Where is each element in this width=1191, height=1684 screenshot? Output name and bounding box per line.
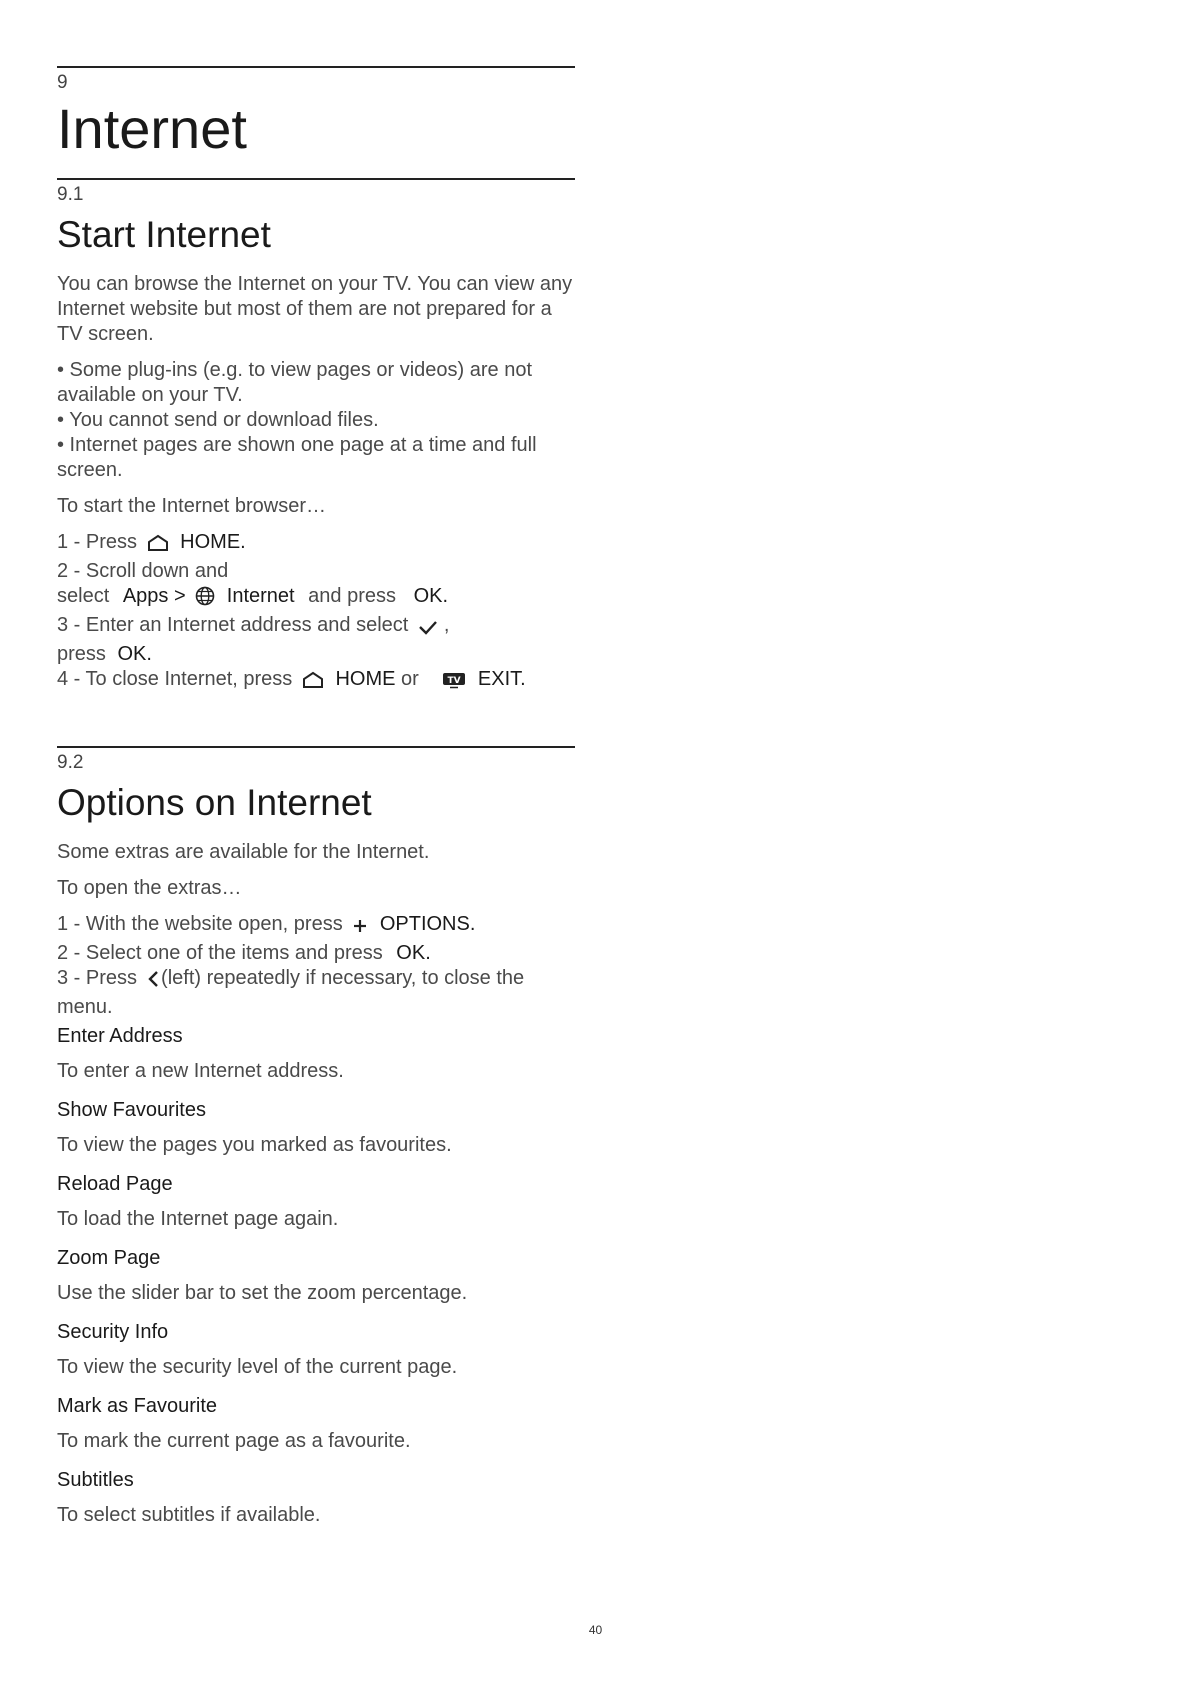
section-number: 9.1: [57, 184, 84, 205]
home-icon: [302, 671, 324, 696]
intro-paragraph: You can browse the Internet on your TV. You can view any Internet website but most of them are not prepared for a TV screen.: [57, 273, 573, 345]
bullet-list: [57, 358, 575, 483]
step-text: (left) repeatedly if necessary, to close the menu.: [57, 967, 525, 1018]
step-text: 2 - Scroll down and: [57, 560, 229, 582]
option-title: Reload Page: [57, 1173, 173, 1195]
step-text: ,: [443, 614, 450, 636]
step-2: [57, 559, 575, 584]
step-text: select: [57, 585, 110, 607]
option-desc: To mark the current page as a favourite.: [57, 1430, 411, 1452]
step-3: [57, 966, 575, 1020]
step-1: [57, 912, 575, 941]
option-title: Mark as Favourite: [57, 1395, 218, 1417]
step-text: 2 - Select one of the items and press: [57, 942, 383, 964]
step-text: and press: [308, 585, 396, 607]
step-3: [57, 613, 575, 642]
bullet-item: • You cannot send or download files.: [57, 409, 379, 431]
section-rule: [57, 178, 575, 180]
option-title: Subtitles: [57, 1469, 134, 1491]
option-item: [57, 1024, 575, 1084]
ok-label: OK.: [117, 643, 152, 665]
step-text: 4 - To close Internet, press: [57, 668, 293, 690]
bullet-item: • Some plug-ins (e.g. to view pages or videos) are not available on your TV.: [57, 359, 533, 406]
options-steps: [57, 912, 575, 1020]
key-label: HOME.: [180, 531, 246, 553]
internet-label: Internet: [226, 585, 295, 607]
step-text: 1 - With the website open, press: [57, 913, 343, 935]
option-desc: Use the slider bar to set the zoom percentage.: [57, 1282, 468, 1304]
step-4: [57, 667, 575, 696]
option-desc: To view the security level of the current page.: [57, 1356, 458, 1378]
ok-label: OK.: [396, 942, 431, 964]
page-number: 40: [588, 1623, 603, 1637]
chapter-number: 9: [57, 72, 68, 93]
bullet-item: • Internet pages are shown one page at a time and full screen.: [57, 434, 537, 481]
tv-icon-label: TV: [447, 676, 461, 686]
step-1: [57, 530, 575, 559]
option-item: [57, 1320, 575, 1380]
option-item: [57, 1246, 575, 1306]
step-2: [57, 941, 575, 966]
chevron-left-icon: [147, 970, 159, 995]
step-text: or: [401, 668, 419, 690]
option-item: [57, 1172, 575, 1232]
intro-paragraph: Some extras are available for the Internet.: [57, 841, 430, 863]
ok-label: OK.: [413, 585, 449, 607]
chapter-rule: [57, 66, 575, 68]
option-title: Enter Address: [57, 1025, 183, 1047]
globe-icon: [195, 586, 215, 613]
step-text: 1 - Press: [57, 531, 138, 553]
options-list: [57, 1024, 575, 1528]
section-rule: [57, 746, 575, 748]
steps-lead: To start the Internet browser…: [57, 495, 327, 517]
option-desc: To select subtitles if available.: [57, 1504, 321, 1526]
option-desc: To enter a new Internet address.: [57, 1060, 344, 1082]
start-steps: [57, 530, 575, 696]
step-text: press: [57, 643, 106, 665]
steps-lead: To open the extras…: [57, 877, 242, 899]
key-label: EXIT.: [477, 668, 526, 690]
key-label: OPTIONS.: [379, 913, 476, 935]
section-title: Options on Internet: [57, 782, 372, 823]
home-icon: [147, 534, 169, 559]
tv-icon: [442, 671, 466, 696]
option-item: [57, 1468, 575, 1528]
checkmark-icon: [418, 617, 438, 642]
apps-label: Apps >: [122, 585, 186, 607]
chapter-title: Internet: [57, 97, 247, 160]
option-title: Zoom Page: [57, 1247, 161, 1269]
option-title: Show Favourites: [57, 1099, 206, 1121]
plus-icon: [352, 916, 368, 941]
option-title: Security Info: [57, 1321, 169, 1343]
step-text: 3 - Press: [57, 967, 138, 989]
step-2-cont: [57, 584, 575, 613]
option-desc: To load the Internet page again.: [57, 1208, 339, 1230]
option-item: [57, 1098, 575, 1158]
step-text: 3 - Enter an Internet address and select: [57, 614, 409, 636]
option-item: [57, 1394, 575, 1454]
section-number: 9.2: [57, 752, 84, 773]
option-desc: To view the pages you marked as favourites.: [57, 1134, 452, 1156]
page-column: [57, 0, 575, 1542]
key-label: HOME: [335, 668, 396, 690]
step-3-cont: [57, 642, 575, 667]
section-title: Start Internet: [57, 214, 271, 255]
